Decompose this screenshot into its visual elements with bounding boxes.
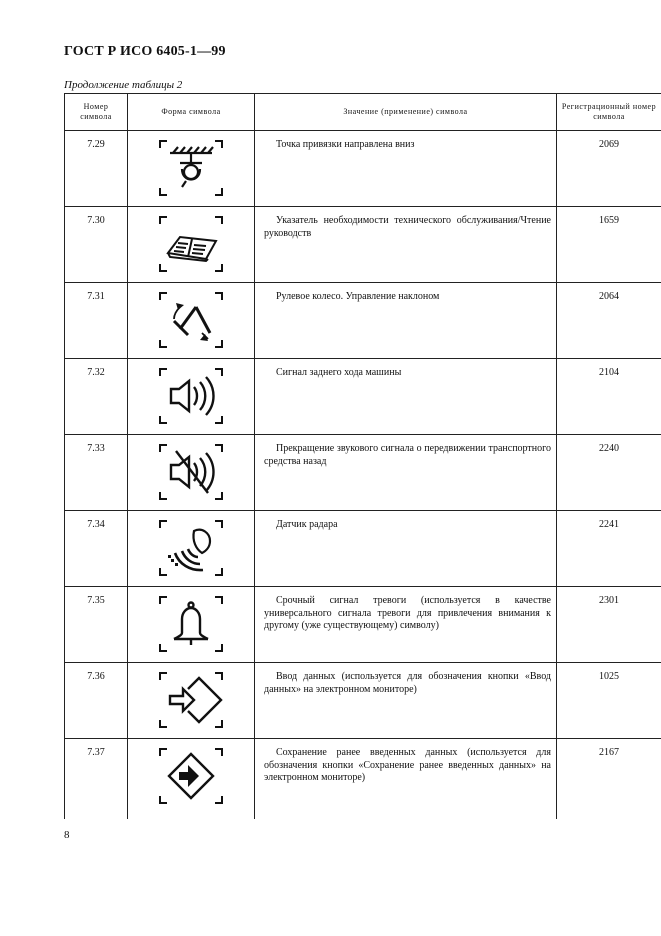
symbol-meaning: Датчик радара (255, 511, 557, 587)
symbol-meaning: Точка привязки направлена вниз (255, 131, 557, 207)
table-row (65, 131, 661, 207)
registration-number: 2104 (557, 359, 661, 435)
hook-down-icon (158, 139, 224, 197)
registration-number: 1659 (557, 207, 661, 283)
reverse-alarm-icon (158, 367, 224, 425)
symbol-number: 7.31 (65, 283, 128, 359)
symbol-number: 7.33 (65, 435, 128, 511)
registration-number: 2064 (557, 283, 661, 359)
table-row (65, 663, 661, 739)
reverse-alarm-off-icon (158, 443, 224, 501)
alarm-bell-icon (158, 595, 224, 653)
registration-number: 1025 (557, 663, 661, 739)
steering-tilt-icon (158, 291, 224, 349)
registration-number: 2069 (557, 131, 661, 207)
registration-number: 2241 (557, 511, 661, 587)
symbol-number: 7.35 (65, 587, 128, 663)
symbol-meaning: Сохранение ранее введенных данных (используется для обозначения кнопки «Сохранение ранее введенных данных» на электронном мониторе) (255, 739, 557, 819)
symbol-meaning: Рулевое колесо. Управление наклоном (255, 283, 557, 359)
symbols-table (64, 93, 661, 819)
table-continuation-label: Продолжение таблицы 2 (64, 79, 183, 91)
symbol-meaning: Срочный сигнал тревоги (используется в качестве универсального сигнала тревоги для привлечения внимания к другому (уже существующему) символу) (255, 587, 557, 663)
symbol-meaning: Сигнал заднего хода машины (255, 359, 557, 435)
symbol-number: 7.30 (65, 207, 128, 283)
column-header-meaning: Значение (применение) символа (255, 94, 557, 131)
table-row (65, 587, 661, 663)
column-header-registration-number: Регистрационный номер символа (557, 94, 661, 131)
registration-number: 2167 (557, 739, 661, 819)
page-number: 8 (64, 829, 70, 841)
symbol-meaning: Прекращение звукового сигнала о передвижении транспортного средства назад (255, 435, 557, 511)
table-row (65, 283, 661, 359)
document-title: ГОСТ Р ИСО 6405-1—99 (64, 44, 226, 59)
symbol-number: 7.29 (65, 131, 128, 207)
table-row (65, 739, 661, 819)
symbol-number: 7.36 (65, 663, 128, 739)
table-header-row (65, 94, 661, 131)
registration-number: 2301 (557, 587, 661, 663)
registration-number: 2240 (557, 435, 661, 511)
data-entry-icon (158, 671, 224, 729)
table-row (65, 359, 661, 435)
table-row (65, 207, 661, 283)
symbol-meaning: Ввод данных (используется для обозначения кнопки «Ввод данных» на электронном мониторе) (255, 663, 557, 739)
radar-sensor-icon (158, 519, 224, 577)
column-header-number: Номер символа (65, 94, 128, 131)
symbol-number: 7.37 (65, 739, 128, 819)
table-row (65, 511, 661, 587)
symbol-meaning: Указатель необходимости технического обслуживания/Чтение руководств (255, 207, 557, 283)
symbol-number: 7.32 (65, 359, 128, 435)
column-header-symbol-form: Форма символа (128, 94, 255, 131)
manual-book-icon (158, 215, 224, 273)
table-row (65, 435, 661, 511)
data-save-icon (158, 747, 224, 805)
symbol-number: 7.34 (65, 511, 128, 587)
